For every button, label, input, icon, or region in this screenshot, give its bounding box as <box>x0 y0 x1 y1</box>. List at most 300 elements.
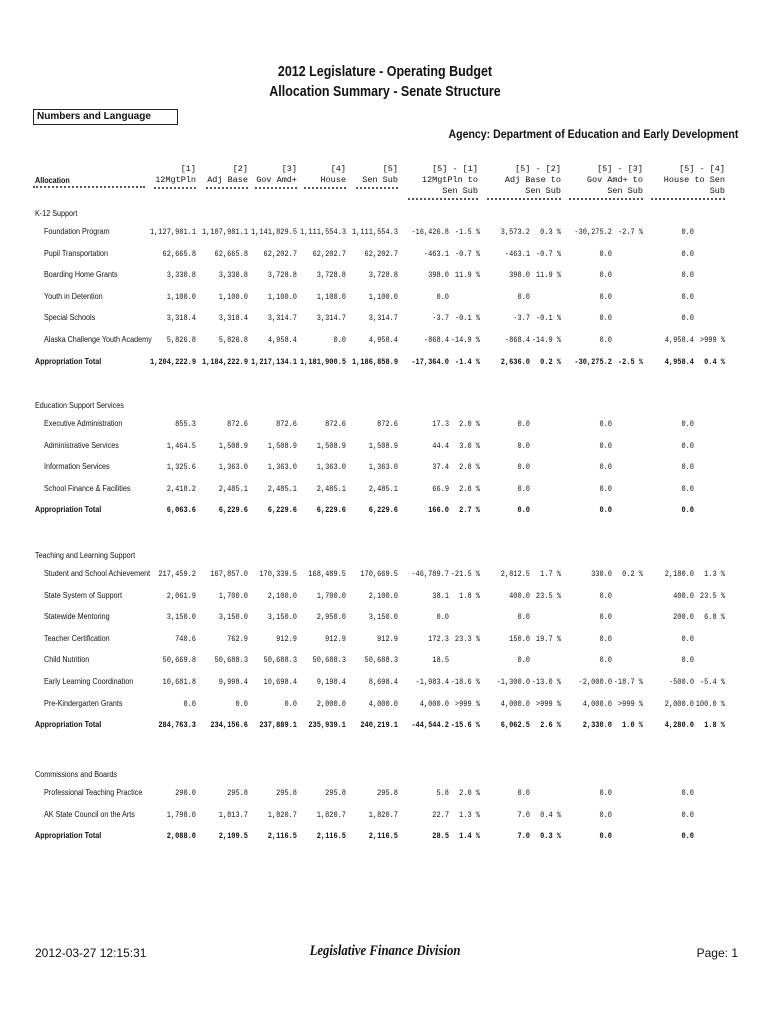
column-number: [5] - [2] <box>515 164 561 174</box>
row-value: 2,485.1 <box>267 483 297 494</box>
row-value: 4,958.4 <box>368 335 398 345</box>
row-value: 284,763.3 <box>158 720 196 731</box>
row-value: 1.7 % <box>540 569 561 579</box>
row-value: 0.0 <box>517 788 530 798</box>
row-value: 0.3 % <box>540 227 561 237</box>
row-value: 62,665.8 <box>214 248 248 259</box>
row-value: 10,698.4 <box>263 677 297 687</box>
row-value: 1.8 % <box>704 720 725 731</box>
row-value: -868.4 <box>504 335 530 345</box>
row-value: 398.0 <box>428 270 449 281</box>
table-row <box>0 441 770 453</box>
row-value: 1,508.9 <box>368 440 398 451</box>
row-value: 295.8 <box>227 788 248 798</box>
row-value: 0.0 <box>681 291 694 302</box>
row-value: 0.0 <box>681 633 694 644</box>
row-value: -2.7 % <box>617 227 643 237</box>
row-value: 0.0 <box>599 335 612 345</box>
row-label: Child Nutrition <box>44 655 90 665</box>
row-value: 6.8 % <box>704 612 725 623</box>
report-title-block <box>0 62 770 102</box>
row-value: 100.0 % <box>695 698 725 709</box>
row-value: 66.9 <box>432 483 449 494</box>
row-value: 23.5 % <box>535 590 561 601</box>
row-value: 295.8 <box>276 788 297 798</box>
row-value: -1,300.0 <box>496 677 530 687</box>
table-row <box>0 634 770 646</box>
column-header-4 <box>304 164 346 189</box>
row-value: 0.2 % <box>540 356 561 367</box>
row-value: 3,330.8 <box>218 270 248 281</box>
row-value: 2,000.0 <box>316 698 346 709</box>
row-value: 0.0 <box>681 248 694 259</box>
row-value: 4,280.0 <box>664 720 694 731</box>
row-value: 11.9 % <box>454 270 480 281</box>
row-value: 1,181,900.5 <box>299 356 346 367</box>
row-value: 1,100.0 <box>218 291 248 302</box>
row-value: 1,363.0 <box>267 462 297 473</box>
row-value: 17.3 <box>432 419 449 429</box>
column-number: [4] <box>330 164 346 174</box>
report-title: 2012 Legislature - Operating Budget <box>277 64 493 80</box>
row-value: 50,688.3 <box>364 655 398 666</box>
row-value: -2,000.0 <box>578 677 612 687</box>
row-value: 170,339.5 <box>259 569 297 579</box>
row-value: 1,700.0 <box>316 590 346 601</box>
table-row <box>0 677 770 689</box>
row-value: 3,728.8 <box>368 270 398 281</box>
row-value: 872.6 <box>325 419 346 429</box>
column-number: [5] - [1] <box>432 164 478 174</box>
row-value: 0.0 <box>599 505 612 516</box>
row-value: 3,728.8 <box>316 270 346 281</box>
allocation-header-underline <box>33 186 145 188</box>
row-value: 9,998.4 <box>218 677 248 687</box>
row-value: 18.5 <box>432 655 449 666</box>
row-value: 2,116.5 <box>368 831 398 842</box>
column-header-row <box>0 164 770 196</box>
table-row <box>0 810 770 822</box>
row-value: 5,826.8 <box>218 335 248 345</box>
row-value: 19.7 % <box>535 633 561 644</box>
row-value: 912.9 <box>377 633 398 644</box>
row-value: 2,116.5 <box>267 831 297 842</box>
row-value: 912.9 <box>325 633 346 644</box>
row-value: 0.0 <box>517 612 530 623</box>
row-value: 23.5 % <box>699 590 725 601</box>
row-value: 2,950.0 <box>316 612 346 623</box>
allocation-header: Allocation <box>35 176 70 185</box>
row-value: -0.7 % <box>535 248 561 259</box>
row-value: 2,100.0 <box>267 590 297 601</box>
row-value: >999 % <box>454 698 480 709</box>
row-value: 398.0 <box>509 270 530 281</box>
row-label: Appropriation Total <box>35 720 102 730</box>
row-value: 1,464.5 <box>166 440 196 451</box>
row-value: 62,202.7 <box>364 248 398 259</box>
row-label: Student and School Achievement <box>44 569 151 578</box>
row-value: >999 % <box>699 335 725 345</box>
row-label: Executive Administration <box>44 419 123 428</box>
row-label: Professional Teaching Practice <box>44 788 143 797</box>
column-label: Gov Amd+ <box>255 175 297 189</box>
table-row <box>0 227 770 239</box>
row-value: 3,573.2 <box>500 227 530 237</box>
row-value: 3,150.0 <box>166 612 196 623</box>
row-value: 0.0 <box>599 612 612 623</box>
row-label: Administrative Services <box>44 440 119 450</box>
row-value: 237,889.1 <box>259 720 297 731</box>
row-value: 0.0 <box>599 248 612 259</box>
row-value: -13.0 % <box>531 677 561 687</box>
footer-timestamp: 2012-03-27 12:15:31 <box>35 946 147 960</box>
column-number: [5] <box>382 164 398 174</box>
section-heading: K-12 Support <box>35 209 78 218</box>
row-value: 172.3 <box>428 633 449 644</box>
row-label: Youth in Detention <box>44 291 103 301</box>
row-value: 1.3 % <box>704 569 725 579</box>
table-row <box>0 788 770 800</box>
row-value: 1,100.0 <box>267 291 297 302</box>
row-value: 0.0 <box>599 419 612 429</box>
row-value: 2.6 % <box>540 720 561 731</box>
row-value: 0.0 <box>436 612 449 623</box>
row-value: 4,000.0 <box>582 698 612 709</box>
section-heading: Teaching and Learning Support <box>35 551 136 560</box>
row-value: 1,141,829.5 <box>250 227 297 237</box>
row-value: 3,330.8 <box>166 270 196 281</box>
row-value: 1,363.0 <box>316 462 346 473</box>
row-value: -868.4 <box>423 335 449 345</box>
row-value: 50,669.8 <box>162 655 196 666</box>
row-value: 2.8 % <box>459 462 480 473</box>
row-value: 5.8 <box>436 788 449 798</box>
row-value: -2.5 % <box>617 356 643 367</box>
column-label: Adj Base to Sen Sub <box>487 175 561 200</box>
row-value: 740.6 <box>175 633 196 644</box>
row-value: 166.0 <box>428 505 449 516</box>
column-header-5 <box>356 164 398 189</box>
row-value: 0.0 <box>681 313 694 324</box>
row-label: Early Learning Coordination <box>44 677 134 686</box>
row-value: >999 % <box>617 698 643 709</box>
row-value: 0.0 <box>183 698 196 709</box>
row-value: 0.0 <box>517 291 530 302</box>
row-value: 2,636.0 <box>500 356 530 367</box>
row-value: 4,958.4 <box>664 335 694 345</box>
row-value: 0.0 <box>517 419 530 429</box>
row-value: 0.0 <box>517 505 530 516</box>
table-row <box>0 335 770 347</box>
report-subtitle: Allocation Summary - Senate Structure <box>269 84 501 100</box>
row-value: -1.4 % <box>454 356 480 367</box>
row-value: -14.9 % <box>531 335 561 345</box>
row-value: -18.7 % <box>613 677 643 687</box>
row-value: 0.4 % <box>540 809 561 820</box>
row-value: -21.5 % <box>450 569 480 579</box>
row-value: 62,665.8 <box>162 248 196 259</box>
row-value: 1,508.9 <box>218 440 248 451</box>
row-value: 0.4 % <box>704 356 725 367</box>
table-row <box>0 591 770 603</box>
row-value: -1,983.4 <box>415 677 449 687</box>
row-value: 50,688.3 <box>263 655 297 666</box>
row-value: 0.0 <box>681 227 694 237</box>
row-value: 400.0 <box>509 590 530 601</box>
row-value: 2,100.0 <box>368 590 398 601</box>
row-value: 1,700.0 <box>218 590 248 601</box>
row-value: 0.0 <box>681 831 694 842</box>
row-value: 10,681.8 <box>162 677 196 687</box>
row-value: 1,363.0 <box>218 462 248 473</box>
column-number: [5] - [3] <box>597 164 643 174</box>
row-value: 0.0 <box>681 483 694 494</box>
column-header-3 <box>255 164 297 189</box>
row-value: 1,204,222.9 <box>149 356 196 367</box>
row-value: 1,100.0 <box>166 291 196 302</box>
row-label: Appropriation Total <box>35 505 102 515</box>
row-label: Information Services <box>44 462 110 472</box>
row-value: 0.0 <box>284 698 297 709</box>
row-value: 295.8 <box>377 788 398 798</box>
row-label: Foundation Program <box>44 227 110 236</box>
row-value: 3,728.8 <box>267 270 297 281</box>
row-value: 1,217,134.1 <box>250 356 297 367</box>
row-value: 0.0 <box>681 419 694 429</box>
row-value: 0.0 <box>681 788 694 798</box>
row-value: 0.0 <box>599 313 612 324</box>
table-row <box>0 612 770 624</box>
column-label: House <box>304 175 346 189</box>
row-value: 0.0 <box>681 462 694 473</box>
row-value: -463.1 <box>423 248 449 259</box>
table-row <box>0 569 770 581</box>
row-value: 295.8 <box>325 788 346 798</box>
row-value: 3,318.4 <box>166 313 196 324</box>
row-value: 0.0 <box>517 440 530 451</box>
row-value: 2,000.0 <box>664 698 694 709</box>
row-value: 62,202.7 <box>312 248 346 259</box>
row-value: -46,789.7 <box>411 569 449 579</box>
row-value: -44,544.2 <box>411 720 449 731</box>
row-value: 2,812.5 <box>500 569 530 579</box>
row-value: 1,184,222.9 <box>201 356 248 367</box>
row-value: 240,219.1 <box>360 720 398 731</box>
row-value: 330.0 <box>591 569 612 579</box>
row-value: 1.3 % <box>459 809 480 820</box>
row-label: Boarding Home Grants <box>44 270 118 280</box>
agency-label: Agency: Department of Education and Early Development <box>448 127 738 141</box>
row-value: 400.0 <box>673 590 694 601</box>
row-label: AK State Council on the Arts <box>44 809 135 819</box>
row-value: 1,107,981.1 <box>201 227 248 237</box>
row-value: -0.1 % <box>454 313 480 324</box>
row-value: 2,485.1 <box>368 483 398 494</box>
row-value: 0.0 <box>333 335 346 345</box>
row-value: 0.0 <box>517 483 530 494</box>
row-value: 167,857.0 <box>210 569 248 579</box>
column-label: Gov Amd+ to Sen Sub <box>569 175 643 200</box>
row-value: 62,202.7 <box>263 248 297 259</box>
row-value: 0.0 <box>599 440 612 451</box>
row-value: 2.0 % <box>459 788 480 798</box>
row-label: State System of Support <box>44 590 123 600</box>
row-value: 2.0 % <box>459 419 480 429</box>
row-value: 3,314.7 <box>368 313 398 324</box>
row-value: 912.9 <box>276 633 297 644</box>
row-label: Pre-Kindergarten Grants <box>44 698 123 708</box>
column-header-8 <box>569 164 643 200</box>
row-value: -15.6 % <box>450 720 480 731</box>
row-value: 0.0 <box>599 633 612 644</box>
row-value: 0.0 <box>599 483 612 494</box>
row-value: 235,939.1 <box>308 720 346 731</box>
column-header-6 <box>408 164 478 200</box>
row-value: 1,508.9 <box>267 440 297 451</box>
row-value: 2,116.5 <box>316 831 346 842</box>
row-value: 0.0 <box>517 655 530 666</box>
row-value: 28.5 <box>432 831 449 842</box>
row-value: 11.9 % <box>535 270 561 281</box>
row-label: Special Schools <box>44 313 96 323</box>
row-value: 3,150.0 <box>218 612 248 623</box>
column-number: [2] <box>232 164 248 174</box>
row-value: 0.0 <box>681 809 694 820</box>
section-heading: Education Support Services <box>35 401 124 410</box>
table-row <box>0 249 770 261</box>
row-value: 1,798.0 <box>166 809 196 820</box>
row-value: 2,485.1 <box>218 483 248 494</box>
row-value: 3.0 % <box>459 440 480 451</box>
row-value: 44.4 <box>432 440 449 451</box>
row-value: 9,198.4 <box>316 677 346 687</box>
table-row <box>0 699 770 711</box>
row-value: 3,314.7 <box>267 313 297 324</box>
row-value: 3,150.0 <box>368 612 398 623</box>
row-value: 0.0 <box>681 440 694 451</box>
row-value: 170,669.5 <box>360 569 398 579</box>
row-value: 0.0 <box>599 270 612 281</box>
row-value: 7.0 <box>517 831 530 842</box>
row-value: -463.1 <box>504 248 530 259</box>
row-value: 23.3 % <box>454 633 480 644</box>
row-value: 168,489.5 <box>308 569 346 579</box>
row-value: 2.7 % <box>459 505 480 516</box>
row-value: -14.9 % <box>450 335 480 345</box>
row-value: 2,180.0 <box>664 569 694 579</box>
row-value: 7.0 <box>517 809 530 820</box>
footer-page-number: Page: 1 <box>696 946 738 960</box>
row-label: Pupil Transportation <box>44 248 109 258</box>
column-label: House to Sen Sub <box>651 175 725 200</box>
column-number: [5] - [4] <box>679 164 725 174</box>
row-value: -500.0 <box>668 677 694 687</box>
row-label: School Finance & Facilities <box>44 483 131 493</box>
appropriation-total-row <box>0 357 770 369</box>
row-value: 855.3 <box>175 419 196 429</box>
row-value: 1.8 % <box>459 590 480 601</box>
table-row <box>0 462 770 474</box>
row-value: >999 % <box>535 698 561 709</box>
row-label: Statewide Mentoring <box>44 612 110 622</box>
footer-division: Legislative Finance Division <box>309 943 461 959</box>
row-value: 6,062.5 <box>500 720 530 731</box>
row-value: 0.0 <box>599 809 612 820</box>
row-value: 6,229.6 <box>218 505 248 516</box>
row-value: 1,363.0 <box>368 462 398 473</box>
table-row <box>0 419 770 431</box>
row-value: -1.5 % <box>454 227 480 237</box>
row-value: 8,698.4 <box>368 677 398 687</box>
row-value: 872.6 <box>377 419 398 429</box>
row-value: 3,314.7 <box>316 313 346 324</box>
row-value: -30,275.2 <box>574 356 612 367</box>
appropriation-total-row <box>0 720 770 732</box>
row-value: 0.0 <box>599 590 612 601</box>
row-value: 2,330.0 <box>582 720 612 731</box>
table-row <box>0 270 770 282</box>
column-label: 12MgtPln to Sen Sub <box>408 175 478 200</box>
row-label: Appropriation Total <box>35 831 102 841</box>
row-value: -3.7 <box>513 313 530 324</box>
row-value: 4,000.0 <box>500 698 530 709</box>
row-value: 200.0 <box>673 612 694 623</box>
row-value: 0.0 <box>681 505 694 516</box>
row-value: 3,318.4 <box>218 313 248 324</box>
row-value: -18.6 % <box>450 677 480 687</box>
section-heading: Commissions and Boards <box>35 770 118 779</box>
row-value: 6,229.6 <box>316 505 346 516</box>
column-header-9 <box>651 164 725 200</box>
row-value: 1,186,858.9 <box>351 356 398 367</box>
row-label: Appropriation Total <box>35 356 102 366</box>
row-value: 1,111,554.3 <box>299 227 346 237</box>
row-value: 1,111,554.3 <box>351 227 398 237</box>
row-value: 37.4 <box>432 462 449 473</box>
row-value: 0.0 <box>599 831 612 842</box>
row-value: 38.1 <box>432 590 449 601</box>
row-value: 150.0 <box>509 633 530 644</box>
row-value: 0.0 <box>599 462 612 473</box>
row-value: 1,820.7 <box>267 809 297 820</box>
row-value: 5,826.8 <box>166 335 196 345</box>
row-value: 762.9 <box>227 633 248 644</box>
row-value: 2,418.2 <box>166 483 196 494</box>
row-value: 872.6 <box>276 419 297 429</box>
row-value: -0.1 % <box>535 313 561 324</box>
column-header-2 <box>206 164 248 189</box>
row-value: 0.0 <box>517 462 530 473</box>
row-value: -0.7 % <box>454 248 480 259</box>
row-value: 3,150.0 <box>267 612 297 623</box>
row-value: 0.0 <box>681 270 694 281</box>
row-value: -5.4 % <box>699 677 725 687</box>
row-value: 6,063.6 <box>166 505 196 516</box>
row-value: 1,820.7 <box>368 809 398 820</box>
row-value: 1,820.7 <box>316 809 346 820</box>
column-number: [3] <box>281 164 297 174</box>
row-value: 22.7 <box>432 809 449 820</box>
row-value: 0.3 % <box>540 831 561 842</box>
table-row <box>0 484 770 496</box>
row-value: 1,127,981.1 <box>149 227 196 237</box>
row-value: 2,109.5 <box>218 831 248 842</box>
numbers-language-box: Numbers and Language <box>33 109 178 125</box>
row-value: 1.4 % <box>459 831 480 842</box>
column-label: 12MgtPln <box>154 175 196 189</box>
row-value: 290.0 <box>175 788 196 798</box>
row-value: 4,958.4 <box>267 335 297 345</box>
